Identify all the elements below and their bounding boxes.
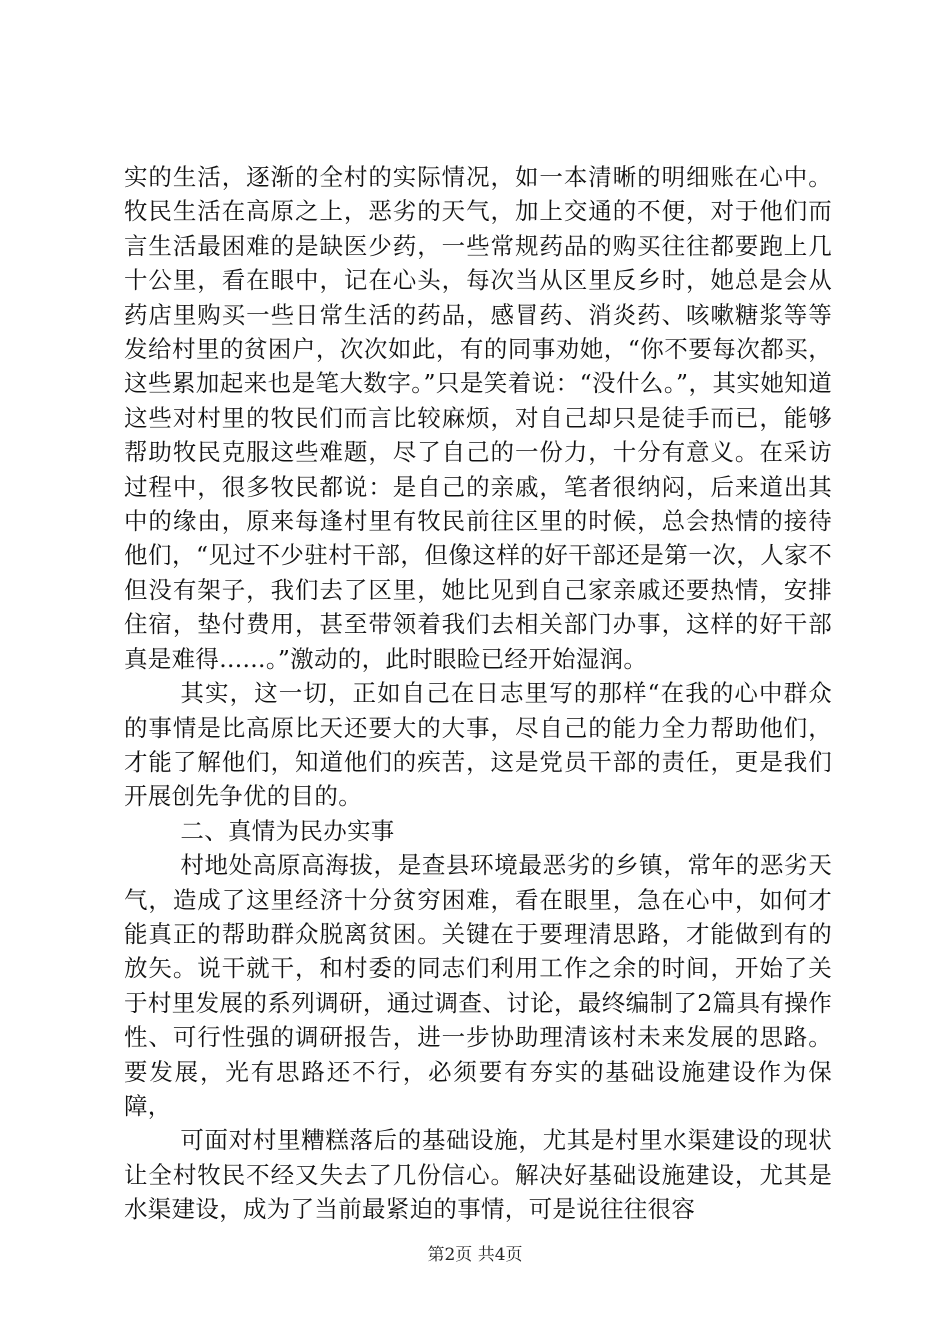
document-body xyxy=(124,160,832,1227)
paragraph: 可面对村里糟糕落后的基础设施，尤其是村里水渠建设的现状让全村牧民不经又失去了几份信心。解决好基础设施建设，尤其是水渠建设，成为了当前最紧迫的事情，可是说往往很容 xyxy=(124,1126,832,1224)
paragraph: 其实，这一切，正如自己在日志里写的那样“在我的心中群众的事情是比高原比天还要大的大事，尽自己的能力全力帮助他们，才能了解他们，知道他们的疾苦，这是党员干部的责任，更是我们开展创先争优的目的。 xyxy=(124,679,832,811)
section-heading: 二、真情为民办实事 xyxy=(180,816,395,845)
paragraph-continuation: 实的生活，逐渐的全村的实际情况，如一本清晰的明细账在心中。牧民生活在高原之上，恶劣的天气，加上交通的不便，对于他们而言生活最困难的是缺医少药，一些常规药品的购买往往都要跑上几十公里，看在眼中，记在心头，每次当从区里反乡时，她总是会从药店里购买一些日常生活的药品，感冒药、消炎药、咳嗽糖浆等等发给村里的贫困户，次次如此，有的同事劝她，“你不要每次都买，这些累加起来也是笔大数字。”只是笑着说：“没什么。”，其实她知道这些对村里的牧民们而言比较麻烦，对自己却只是徒手而已，能够帮助牧民克服这些难题，尽了自己的一份力，十分有意义。在采访过程中，很多牧民都说：是自己的亲戚，笔者很纳闷，后来道出其中的缘由，原来每逢村里有牧民前往区里的时候，总会热情的接待他们，“见过不少驻村干部，但像这样的好干部还是第一次，人家不但没有架子，我们去了区里，她比见到自己家亲戚还要热情，安排住宿，垫付费用，甚至带领着我们去相关部门办事，这样的好干部真是难得......。”激动的，此时眼睑已经开始湿润。 xyxy=(124,163,832,673)
paragraph: 村地处高原高海拔，是查县环境最恶劣的乡镇，常年的恶劣天气，造成了这里经济十分贫穷困难，看在眼里，急在心中，如何才能真正的帮助群众脱离贫困。关键在于要理清思路，才能做到有的放矢。说干就干，和村委的同志们利用工作之余的时间，开始了关于村里发展的系列调研，通过调查、讨论，最终编制了2篇具有操作性、可行性强的调研报告，进一步协助理清该村未来发展的思路。要发展，光有思路还不行，必须要有夯实的基础设施建设作为保障， xyxy=(124,851,832,1120)
page-number-footer: 第2页 共4页 xyxy=(427,1245,523,1265)
